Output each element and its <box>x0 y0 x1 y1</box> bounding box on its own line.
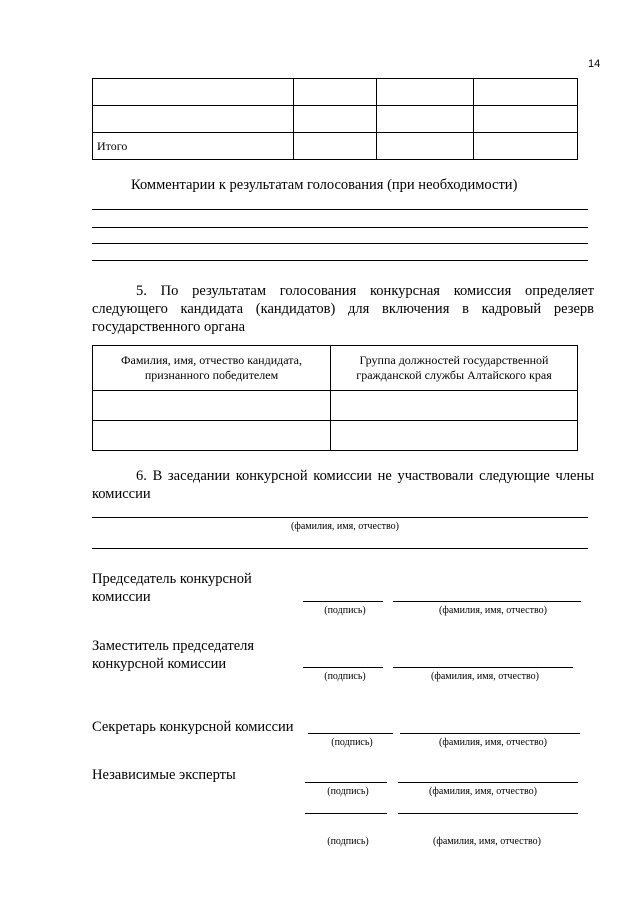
signature-line[interactable] <box>305 782 387 783</box>
table-header-row <box>93 346 578 391</box>
comment-line[interactable] <box>92 227 588 228</box>
absent-member-line[interactable] <box>92 548 588 549</box>
name-caption: (фамилия, имя, отчество) <box>439 737 547 748</box>
section5-text: 5. По результатам голосования конкурсная комиссия определяет следующего кандидата (кандидатов) для включения в кадровый резерв государственного органа <box>92 283 594 335</box>
signature-caption: (подпись) <box>327 786 369 797</box>
table-cell <box>377 106 474 133</box>
table-cell <box>294 133 377 160</box>
table-cell <box>294 79 377 106</box>
signature-caption: (подпись) <box>324 671 366 682</box>
name-caption: (фамилия, имя, отчество) <box>439 605 547 616</box>
absent-member-line[interactable] <box>92 517 588 518</box>
name-caption: (фамилия, имя, отчество) <box>433 836 541 847</box>
name-line[interactable] <box>398 782 578 783</box>
comment-line[interactable] <box>92 209 588 210</box>
votes-table <box>92 78 578 160</box>
signature-line[interactable] <box>308 733 393 734</box>
table-row <box>93 391 578 421</box>
total-label: Итого <box>93 133 294 160</box>
signature-line[interactable] <box>303 667 383 668</box>
table-row <box>93 421 578 451</box>
table-cell <box>93 106 294 133</box>
experts-label: Независимые эксперты <box>92 767 236 783</box>
column-header: Фамилия, имя, отчество кандидата, признанного победителем <box>93 346 331 391</box>
section6-text: 6. В заседании конкурсной комиссии не участвовали следующие члены комиссии <box>92 468 594 502</box>
table-cell[interactable] <box>93 391 331 421</box>
name-caption: (фамилия, имя, отчество) <box>429 786 537 797</box>
name-line[interactable] <box>393 601 581 602</box>
table-cell <box>377 79 474 106</box>
table-row <box>93 79 578 106</box>
winner-table <box>92 345 578 451</box>
table-cell[interactable] <box>93 421 331 451</box>
signature-line[interactable] <box>303 601 383 602</box>
name-line[interactable] <box>393 667 573 668</box>
table-cell <box>294 106 377 133</box>
deputy-label: Заместитель председателя конкурсной комиссии <box>92 638 255 672</box>
table-row <box>93 133 578 160</box>
table-cell[interactable] <box>331 391 578 421</box>
signature-caption: (подпись) <box>324 605 366 616</box>
signature-caption: (подпись) <box>327 836 369 847</box>
signature-line[interactable] <box>305 813 387 814</box>
table-cell <box>93 79 294 106</box>
table-cell <box>474 106 578 133</box>
comment-line[interactable] <box>92 243 588 244</box>
name-line[interactable] <box>398 813 578 814</box>
table-cell <box>377 133 474 160</box>
name-line[interactable] <box>400 733 580 734</box>
name-caption: (фамилия, имя, отчество) <box>431 671 539 682</box>
secretary-label: Секретарь конкурсной комиссии <box>92 719 294 735</box>
table-cell <box>474 79 578 106</box>
absent-member-caption: (фамилия, имя, отчество) <box>291 521 399 532</box>
column-header: Группа должностей государственной гражданской службы Алтайского края <box>331 346 578 391</box>
comment-line[interactable] <box>92 260 588 261</box>
table-row <box>93 106 578 133</box>
chairman-label: Председатель конкурсной комиссии <box>92 571 252 605</box>
signature-caption: (подпись) <box>331 737 373 748</box>
table-cell[interactable] <box>331 421 578 451</box>
comments-label: Комментарии к результатам голосования (при необходимости) <box>131 177 518 193</box>
table-cell <box>474 133 578 160</box>
page-number: 14 <box>588 58 601 70</box>
